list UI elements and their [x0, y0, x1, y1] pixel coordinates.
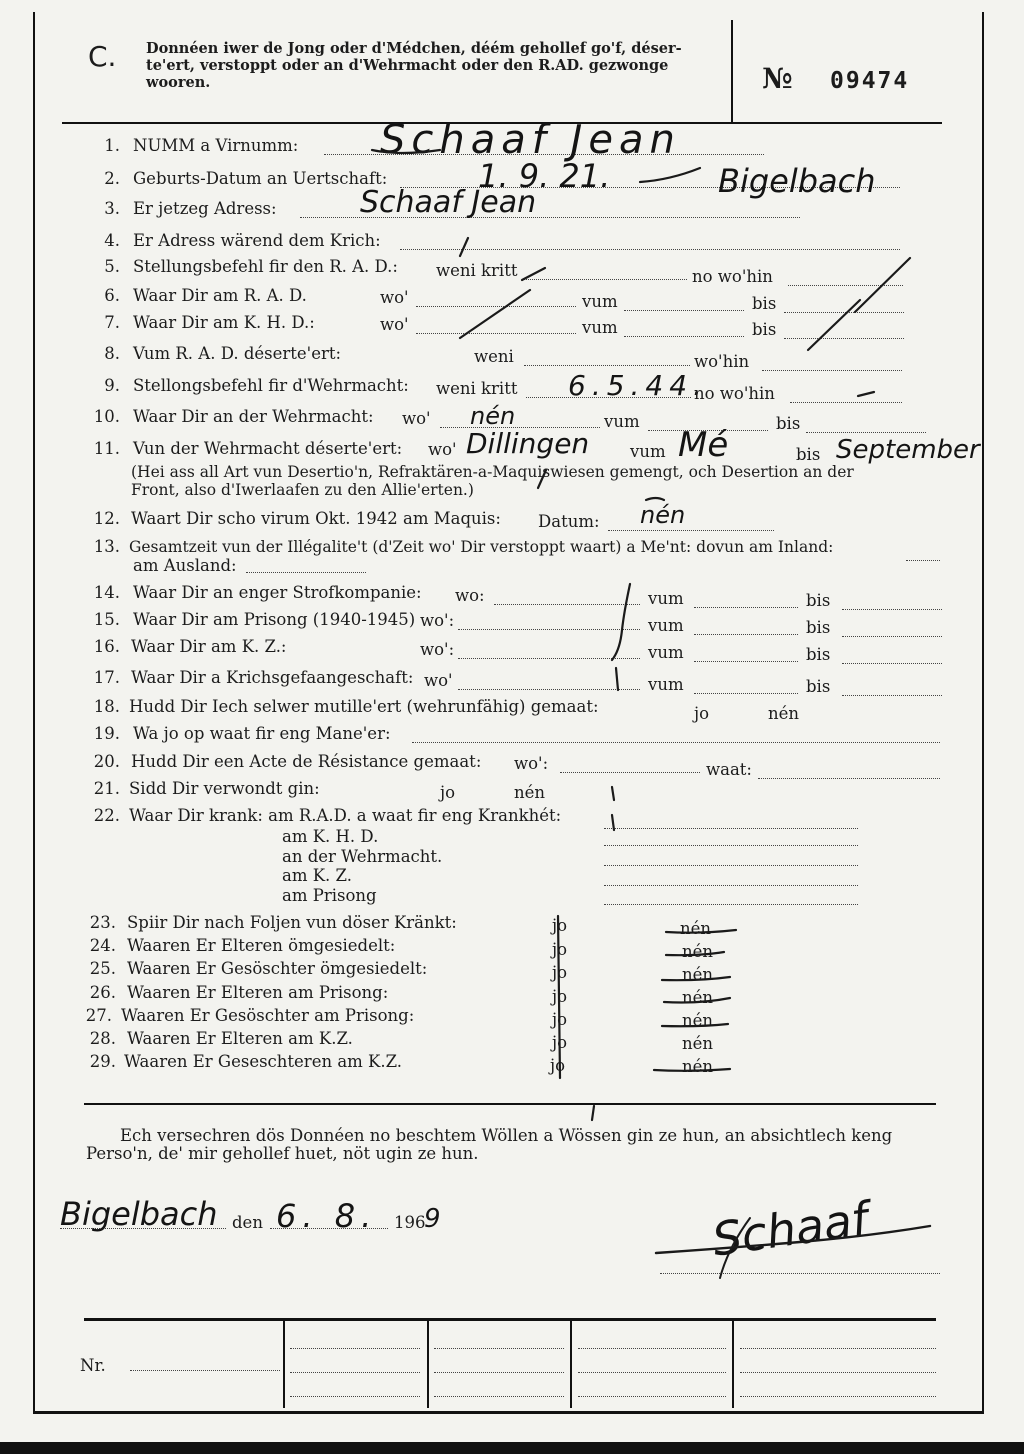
field-6-label: Waar Dir am R. A. D. — [133, 286, 307, 305]
field-11-from-value: Mé — [678, 425, 729, 465]
field-1-label: NUMM a Virnumm: — [133, 136, 299, 155]
footer-cell-2-line-2 — [434, 1372, 564, 1373]
field-5-nowohin-label: no wo'hin — [692, 267, 773, 286]
footer-col-divider-1 — [283, 1320, 285, 1408]
field-12-number: 12. — [93, 509, 120, 528]
field-9-label: Stellongsbefehl fir d'Wehrmacht: — [133, 376, 409, 395]
yesno-29-number: 29. — [89, 1052, 116, 1071]
form-serial-number: 09474 — [830, 68, 910, 94]
yesno-24-number: 24. — [89, 936, 116, 955]
yesno-27-number: 27. — [85, 1006, 112, 1025]
footer-cell-4-line-2 — [740, 1372, 936, 1373]
field-5-label: Stellungsbefehl fir den R. A. D.: — [133, 257, 398, 276]
field-13-label: Gesamtzeit vun der Illégalite't (d'Zeit wo' Dir verstoppt waart) a Me'nt: dovun am Inland: — [129, 538, 834, 556]
yesno-24-nen: nén — [682, 942, 714, 961]
field-15-label: Waar Dir am Prisong (1940-1945) — [133, 610, 416, 629]
field-9-number: 9. — [104, 376, 120, 395]
field-19-label: Wa jo op waat fir eng Mane'er: — [133, 724, 391, 743]
field-20-number: 20. — [93, 752, 120, 771]
field-10-vum-label: vum — [604, 412, 640, 431]
field-2-place-value: Bigelbach — [718, 162, 876, 200]
yesno-25-nen: nén — [682, 965, 714, 984]
field-14-number: 14. — [93, 583, 120, 602]
field-10-label: Waar Dir an der Wehrmacht: — [133, 407, 374, 426]
field-9-weni-label: weni kritt — [436, 379, 518, 398]
field-6-wo-label: wo' — [380, 288, 409, 307]
yesno-29-nen: nén — [682, 1057, 714, 1076]
field-7-label: Waar Dir am K. H. D.: — [133, 313, 315, 332]
yesno-27-jo: jo — [552, 1010, 568, 1029]
field-16-wo-label: wo': — [420, 640, 455, 659]
field-14-bis-label: bis — [806, 591, 831, 610]
field-15-wo-label: wo': — [420, 611, 455, 630]
field-17-label: Waar Dir a Krichsgefaangeschaft: — [131, 668, 414, 687]
footer-col-divider-2 — [427, 1320, 429, 1408]
field-6-vum-label: vum — [582, 292, 618, 311]
header-title-line-1: Donnéen iwer de Jong oder d'Médchen, déém gehollef go'f, déser- — [146, 40, 682, 57]
footer-cell-1-line-1 — [290, 1348, 420, 1349]
field-8-label: Vum R. A. D. déserte'ert: — [133, 344, 342, 363]
field-7-number: 7. — [104, 313, 120, 332]
yesno-26-label: Waaren Er Elteren am Prisong: — [127, 983, 389, 1002]
footer-cell-3-line-1 — [578, 1348, 726, 1349]
yesno-24-label: Waaren Er Elteren ömgesiedelt: — [127, 936, 396, 955]
footer-cell-2-line-1 — [434, 1348, 564, 1349]
yesno-29-label: Waaren Er Geseschteren am K.Z. — [124, 1052, 403, 1071]
field-17-bis-label: bis — [806, 677, 831, 696]
field-17-number: 17. — [93, 668, 120, 687]
field-12-datum-label: Datum: — [538, 512, 600, 531]
field-14-wo-label: wo: — [455, 586, 485, 605]
yesno-23-label: Spiir Dir nach Foljen vun döser Kränkt: — [127, 913, 457, 932]
footer-nr-line — [130, 1370, 280, 1371]
field-20-wo-label: wo': — [514, 754, 549, 773]
field-18-nen-option: nén — [768, 704, 800, 723]
field-8-wohin-label: wo'hin — [694, 352, 750, 371]
applicant-signature: Schaaf — [709, 1191, 872, 1267]
field-15-number: 15. — [93, 610, 120, 629]
field-22-label: Waar Dir krank: am R.A.D. a waat fir eng Krankhét: — [129, 806, 562, 825]
yesno-27-label: Waaren Er Gesöschter am Prisong: — [121, 1006, 415, 1025]
signature-den-label: den — [232, 1213, 263, 1232]
field-11-note-line-2: Front, also d'Iwerlaafen zu den Allie'erten.) — [131, 481, 474, 499]
footer-cell-2-line-3 — [434, 1396, 564, 1397]
field-5-number: 5. — [104, 257, 120, 276]
field-22-sub-khd: am K. H. D. — [282, 827, 379, 846]
field-10-number: 10. — [93, 407, 120, 426]
signature-year-prefix: 196 — [394, 1213, 426, 1232]
yesno-28-number: 28. — [89, 1029, 116, 1048]
footer-cell-1-line-2 — [290, 1372, 420, 1373]
field-6-number: 6. — [104, 286, 120, 305]
header-letter: C. — [88, 40, 117, 73]
field-7-wo-label: wo' — [380, 315, 409, 334]
yesno-28-jo: jo — [552, 1033, 568, 1052]
field-2-label: Geburts-Datum an Uertschaft: — [133, 169, 388, 188]
signature-year-handwritten: 9 — [424, 1204, 441, 1234]
field-16-label: Waar Dir am K. Z.: — [131, 637, 287, 656]
field-22-sub-wehrmacht: an der Wehrmacht. — [282, 847, 443, 866]
field-17-vum-label: vum — [648, 675, 684, 694]
yesno-26-nen: nén — [682, 988, 714, 1007]
yesno-26-jo: jo — [552, 987, 568, 1006]
field-17-wo-label: wo' — [424, 671, 453, 690]
field-8-weni-label: weni — [474, 347, 514, 366]
yesno-23-jo: jo — [552, 916, 568, 935]
footer-col-divider-4 — [732, 1320, 734, 1408]
field-14-vum-label: vum — [648, 589, 684, 608]
yesno-29-jo: jo — [550, 1056, 566, 1075]
field-20-waat-label: waat: — [706, 760, 752, 779]
footer-top-rule — [84, 1318, 936, 1321]
field-11-label: Vun der Wehrmacht déserte'ert: — [133, 439, 403, 458]
field-18-label: Hudd Dir Iech selwer mutille'ert (wehrunfähig) gemaat: — [129, 697, 599, 716]
field-11-note-line-1: (Hei ass all Art vun Desertio'n, Refraktären-a-Maquiswiesen gemengt, och Desertion an der — [131, 463, 854, 481]
field-5-weni-label: weni kritt — [436, 261, 518, 280]
field-15-vum-label: vum — [648, 616, 684, 635]
footer-cell-3-line-2 — [578, 1372, 726, 1373]
footer-cell-1-line-3 — [290, 1396, 420, 1397]
number-symbol: № — [762, 62, 793, 95]
field-6-bis-label: bis — [752, 294, 777, 313]
field-11-number: 11. — [93, 439, 120, 458]
field-22-sub-prisong: am Prisong — [282, 886, 377, 905]
field-22-number: 22. — [93, 806, 120, 825]
field-11-wo-label: wo' — [428, 440, 457, 459]
field-4-number: 4. — [104, 231, 120, 250]
field-7-bis-label: bis — [752, 320, 777, 339]
field-3-label: Er jetzeg Adress: — [133, 199, 277, 218]
field-21-nen-option: nén — [514, 783, 546, 802]
yesno-26-number: 26. — [89, 983, 116, 1002]
signature-date: 6. 8. — [276, 1197, 378, 1235]
yesno-23-nen: nén — [680, 919, 712, 938]
field-4-label: Er Adress wärend dem Krich: — [133, 231, 381, 250]
yesno-28-nen: nén — [682, 1034, 714, 1053]
signature-place: Bigelbach — [60, 1195, 218, 1233]
footer-cell-3-line-3 — [578, 1396, 726, 1397]
field-16-bis-label: bis — [806, 645, 831, 664]
field-12-label: Waart Dir scho virum Okt. 1942 am Maquis: — [131, 509, 501, 528]
field-18-number: 18. — [93, 697, 120, 716]
header-title-line-3: wooren. — [146, 74, 211, 91]
field-19-number: 19. — [93, 724, 120, 743]
field-16-vum-label: vum — [648, 643, 684, 662]
field-10-wo-label: wo' — [402, 409, 431, 428]
field-10-bis-label: bis — [776, 414, 801, 433]
footer-cell-4-line-1 — [740, 1348, 936, 1349]
yesno-24-jo: jo — [552, 940, 568, 959]
field-11-bis-label: bis — [796, 445, 821, 464]
field-12-value: nén — [640, 501, 686, 529]
declaration-divider — [84, 1103, 936, 1105]
field-11-to-value: September — [836, 435, 980, 465]
yesno-25-number: 25. — [89, 959, 116, 978]
signature-flourish — [650, 1208, 950, 1298]
field-13-ausland-label: am Ausland: — [133, 556, 237, 575]
yesno-25-jo: jo — [552, 963, 568, 982]
field-21-number: 21. — [93, 779, 120, 798]
field-13-number: 13. — [93, 537, 120, 556]
field-16-number: 16. — [93, 637, 120, 656]
field-1-value: Schaaf Jean — [380, 117, 681, 163]
field-9-value: 6.5.44. — [568, 369, 708, 402]
declaration-line-2: Perso'n, de' mir gehollef huet, nöt ugin ze hun. — [86, 1144, 479, 1163]
field-21-label: Sidd Dir verwondt gin: — [129, 779, 320, 798]
yesno-27-nen: nén — [682, 1011, 714, 1030]
header-title-line-2: te'ert, verstoppt oder an d'Wehrmacht oder den R.AD. gezwonge — [146, 57, 669, 74]
field-2-number: 2. — [104, 169, 120, 188]
field-10-value: nén — [470, 402, 516, 430]
footer-col-divider-3 — [570, 1320, 572, 1408]
yesno-23-number: 23. — [89, 913, 116, 932]
field-11-vum-label: vum — [630, 442, 666, 461]
field-14-label: Waar Dir an enger Strofkompanie: — [133, 583, 422, 602]
field-1-number: 1. — [104, 136, 120, 155]
field-7-vum-label: vum — [582, 318, 618, 337]
field-9-nowohin-label: no wo'hin — [694, 384, 775, 403]
field-11-where-value: Dillingen — [466, 427, 590, 460]
footer-cell-4-line-3 — [740, 1396, 936, 1397]
yesno-25-label: Waaren Er Gesöschter ömgesiedelt: — [127, 959, 428, 978]
field-18-jo-option: jo — [694, 704, 710, 723]
yesno-28-label: Waaren Er Elteren am K.Z. — [127, 1029, 353, 1048]
footer-nr-label: Nr. — [80, 1356, 106, 1375]
field-3-value: Schaaf Jean — [360, 185, 537, 220]
declaration-line-1: Ech versechren dös Donnéen no beschtem Wöllen a Wössen gin ze hun, an absichtlech keng — [120, 1126, 893, 1145]
field-2-date-value: 1. 9. 21. — [478, 157, 611, 195]
field-15-bis-label: bis — [806, 618, 831, 637]
field-20-label: Hudd Dir een Acte de Résistance gemaat: — [131, 752, 482, 771]
field-21-jo-option: jo — [440, 783, 456, 802]
field-3-number: 3. — [104, 199, 120, 218]
field-22-sub-kz: am K. Z. — [282, 866, 352, 885]
field-8-number: 8. — [104, 344, 120, 363]
